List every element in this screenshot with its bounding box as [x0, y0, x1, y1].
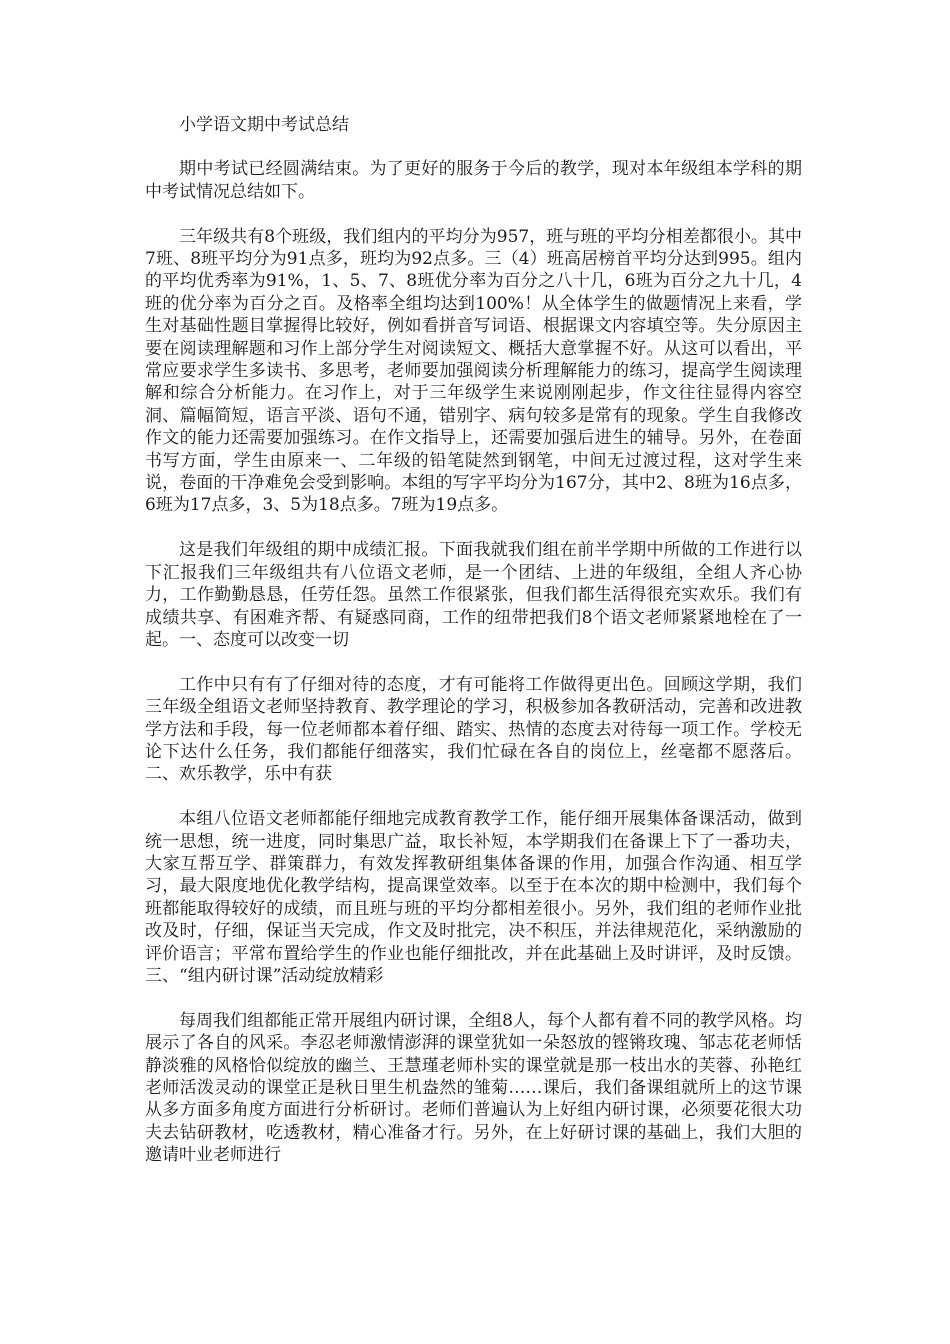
paragraph-group-report: 这是我们年级组的期中成绩汇报。下面我就我们组在前半学期中所做的工作进行以下汇报我们三年级组共有八位语文老师，是一个团结、上进的年级组，全组人齐心协力，工作勤勤恳恳，任劳任怨。虽然工作很紧张，但我们都生活得很充实欢乐。我们有成绩共享、有困难齐帮、有疑惑同商，工作的纽带把我们8个语文老师紧紧地栓在了一起。一、态度可以改变一切: [145, 540, 802, 650]
paragraph-teaching: 本组八位语文老师都能仔细地完成教育教学工作，能仔细开展集体备课活动，做到统一思想，统一进度，同时集思广益，取长补短，本学期我们在备课上下了一番功夫，大家互帮互学、群策群力，有效发挥教研组集体备课的作用，加强合作沟通、相互学习，最大限度地优化教学结构，提高课堂效率。以至于在本次的期中检测中，我们每个班都能取得较好的成绩，而且班与班的平均分都相差很小。另外，我们组的老师作业批改及时，仔细，保证当天完成，作文及时批完，决不积压，并法律规范化，采纳激励的评价语言；平常布置给学生的作业也能仔细批改，并在此基础上及时讲评，及时反馈。三、“组内研讨课”活动绽放精彩: [145, 809, 802, 986]
document-page: [145, 114, 802, 1167]
document-title: 小学语文期中考试总结: [179, 115, 349, 135]
paragraph-intro: 期中考试已经圆满结束。为了更好的服务于今后的教学，现对本年级组本学科的期中考试情况总结如下。: [145, 159, 802, 202]
paragraph-attitude: 工作中只有有了仔细对待的态度，才有可能将工作做得更出色。回顾这学期，我们三年级全组语文老师坚持教育、教学理论的学习，积极参加各教研活动，完善和改进教学方法和手段，每一位老师都本着仔细、踏实、热情的态度去对待每一项工作。学校无论下达什么任务，我们都能仔细落实，我们忙碌在各自的岗位上，丝毫都不愿落后。二、欢乐教学，乐中有获: [145, 674, 802, 785]
paragraph-score-summary: 三年级共有8个班级，我们组内的平均分为957，班与班的平均分相差都很小。其中7班、8班平均分为91点多，班均为92点多。三（4）班高居榜首平均分达到995。组内的平均优秀率为91%，1、5、7、8班优分率为百分之八十几，6班为百分之九十几，4班的优分率为百分之百。及格率全组均达到100%！从全体学生的做题情况上来看，学生对基础性题目掌握得比较好，例如看拼音写词语、根据课文内容填空等。失分原因主要在阅读理解题和习作上部分学生对阅读短文、概括大意掌握不好。从这可以看出，平常应要求学生多读书、多思考，老师要加强阅读分析理解能力的练习，提高学生阅读理解和综合分析能力。在习作上，对于三年级学生来说刚刚起步，作文往往显得内容空洞、篇幅简短，语言平淡、语句不通，错别字、病句较多是常有的现象。学生自我修改作文的能力还需要加强练习。在作文指导上，还需要加强后进生的辅导。另外，在卷面书写方面，学生由原来一、二年级的铅笔陡然到钢笔，中间无过渡过程，这对学生来说，卷面的干净难免会受到影响。本组的写字平均分为167分，其中2、8班为16点多，6班为17点多，3、5为18点多。7班为19点多。: [145, 226, 802, 516]
paragraph-research-class: 每周我们组都能正常开展组内研讨课，全组8人，每个人都有着不同的教学风格。均展示了各自的风采。李忍老师激情澎湃的课堂犹如一朵怒放的铿锵玫瑰、邹志花老师恬静淡雅的风格恰似绽放的幽兰、王慧瑾老师朴实的课堂就是那一枝出水的芙蓉、孙艳红老师活泼灵动的课堂正是秋日里生机盎然的雏菊……课后，我们备课组就所上的这节课从多方面多角度方面进行分析研讨。老师们普遍认为上好组内研讨课，必须要花很大功夫去钻研教材，吃透教材，精心准备才行。另外，在上好研讨课的基础上，我们大胆的邀请叶业老师进行: [145, 1010, 802, 1166]
